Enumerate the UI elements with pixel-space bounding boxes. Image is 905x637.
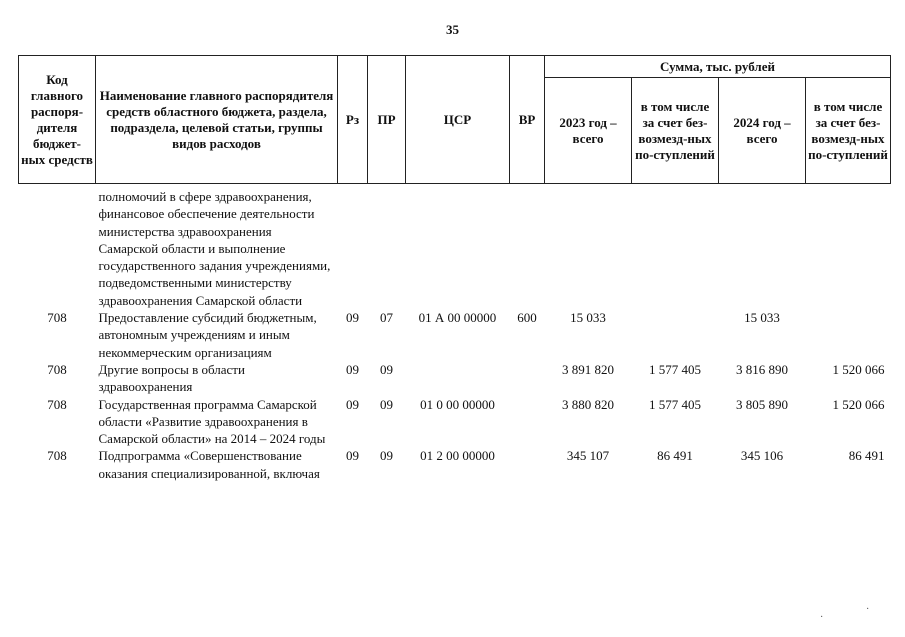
- cell-2024-total: 345 106: [740, 448, 784, 464]
- cell-code: 708: [47, 361, 67, 377]
- cell-name: полномочий в сфере здравоохранения, финансовое обеспечение деятельности министерства здравоохранения Самарской области и выполнение государственного задания учреждениями, подведомственными министерству здравоохранения Самарской области: [98, 189, 331, 308]
- header-vr: ВР: [510, 56, 545, 184]
- cell-code: 708: [47, 310, 67, 326]
- header-code: Код главного распоря-дителя бюджет-ных средств: [19, 56, 96, 184]
- budget-table: [18, 55, 891, 482]
- cell-csr: 01 2 00 00000: [420, 448, 495, 464]
- header-2024-total: 2024 год – всего: [719, 78, 806, 184]
- header-2023-free: в том числе за счет без-возмезд-ных по-ступлений: [632, 78, 719, 184]
- header-2024-free: в том числе за счет без-возмезд-ных по-ступлений: [806, 78, 891, 184]
- cell-name: Государственная программа Самарской области «Развитие здравоохранения в Самарской области» на 2014 – 2024 годы: [98, 396, 326, 447]
- cell-2023-total: 345 107: [566, 448, 610, 464]
- cell-pr: [368, 188, 406, 309]
- cell-rz: 09: [346, 310, 359, 326]
- table-header: [19, 56, 891, 184]
- cell-csr: [406, 188, 510, 309]
- cell-vr: [510, 447, 545, 482]
- cell-code: 708: [47, 448, 67, 464]
- cell-csr: 01 0 00 00000: [420, 396, 495, 412]
- cell-vr: [510, 396, 545, 448]
- cell-2023-free: 1 577 405: [649, 361, 701, 377]
- header-csr: ЦСР: [406, 56, 510, 184]
- cell-rz: 09: [346, 361, 359, 377]
- cell-rz: 09: [346, 396, 359, 412]
- cell-code: [19, 188, 96, 309]
- header-2023-total: 2023 год – всего: [545, 78, 632, 184]
- cell-2024-free: 1 520 066: [832, 396, 885, 412]
- cell-name: Подпрограмма «Совершенствование оказания специализированной, включая: [98, 448, 320, 481]
- cell-rz: [338, 188, 368, 309]
- cell-2024-free: 1 520 066: [832, 361, 885, 377]
- cell-name: Предоставление субсидий бюджетным, автономным учреждениям и иным некоммерческим организациям: [98, 310, 317, 360]
- page-number: 35: [446, 22, 459, 37]
- cell-2023-free: 1 577 405: [649, 396, 701, 412]
- table-row: [19, 447, 891, 482]
- cell-2024-free: [806, 309, 891, 361]
- cell-pr: 09: [380, 361, 393, 377]
- cell-vr: 600: [517, 310, 537, 326]
- cell-csr: 01 А 00 00000: [418, 310, 497, 326]
- table-row: [19, 188, 891, 309]
- cell-2024-total: 3 805 890: [736, 396, 788, 412]
- cell-2024-total: [719, 188, 806, 309]
- cell-2024-free: 86 491: [848, 448, 885, 464]
- cell-2023-total: 15 033: [570, 310, 606, 326]
- cell-csr: [406, 361, 510, 396]
- cell-2023-free: 86 491: [657, 448, 693, 464]
- table-body: [19, 184, 891, 483]
- cell-2023-free: [632, 309, 719, 361]
- cell-name: Другие вопросы в области здравоохранения: [98, 361, 245, 395]
- header-sum-group: Сумма, тыс. рублей: [545, 56, 891, 78]
- header-rz: Рз: [338, 56, 368, 184]
- cell-pr: 09: [380, 396, 393, 412]
- cell-2024-total: 15 033: [744, 310, 780, 326]
- cell-2023-total: [545, 188, 632, 309]
- cell-2023-total: 3 880 820: [562, 396, 614, 412]
- cell-2024-free: [806, 188, 891, 309]
- scan-speck: ·: [820, 612, 824, 623]
- cell-2023-total: 3 891 820: [562, 361, 614, 377]
- cell-rz: 09: [346, 448, 359, 464]
- cell-pr: 09: [380, 448, 393, 464]
- cell-vr: [510, 361, 545, 396]
- table-row: [19, 361, 891, 396]
- cell-vr: [510, 188, 545, 309]
- cell-2023-free: [632, 188, 719, 309]
- scan-speck: ·: [866, 604, 870, 615]
- table-row: [19, 309, 891, 361]
- header-name: Наименование главного распорядителя средств областного бюджета, раздела, подраздела, целевой статьи, группы видов расходов: [96, 56, 338, 184]
- cell-2024-total: 3 816 890: [736, 361, 788, 377]
- cell-code: 708: [47, 396, 67, 412]
- header-pr: ПР: [368, 56, 406, 184]
- table-row: [19, 396, 891, 448]
- cell-pr: 07: [380, 310, 393, 326]
